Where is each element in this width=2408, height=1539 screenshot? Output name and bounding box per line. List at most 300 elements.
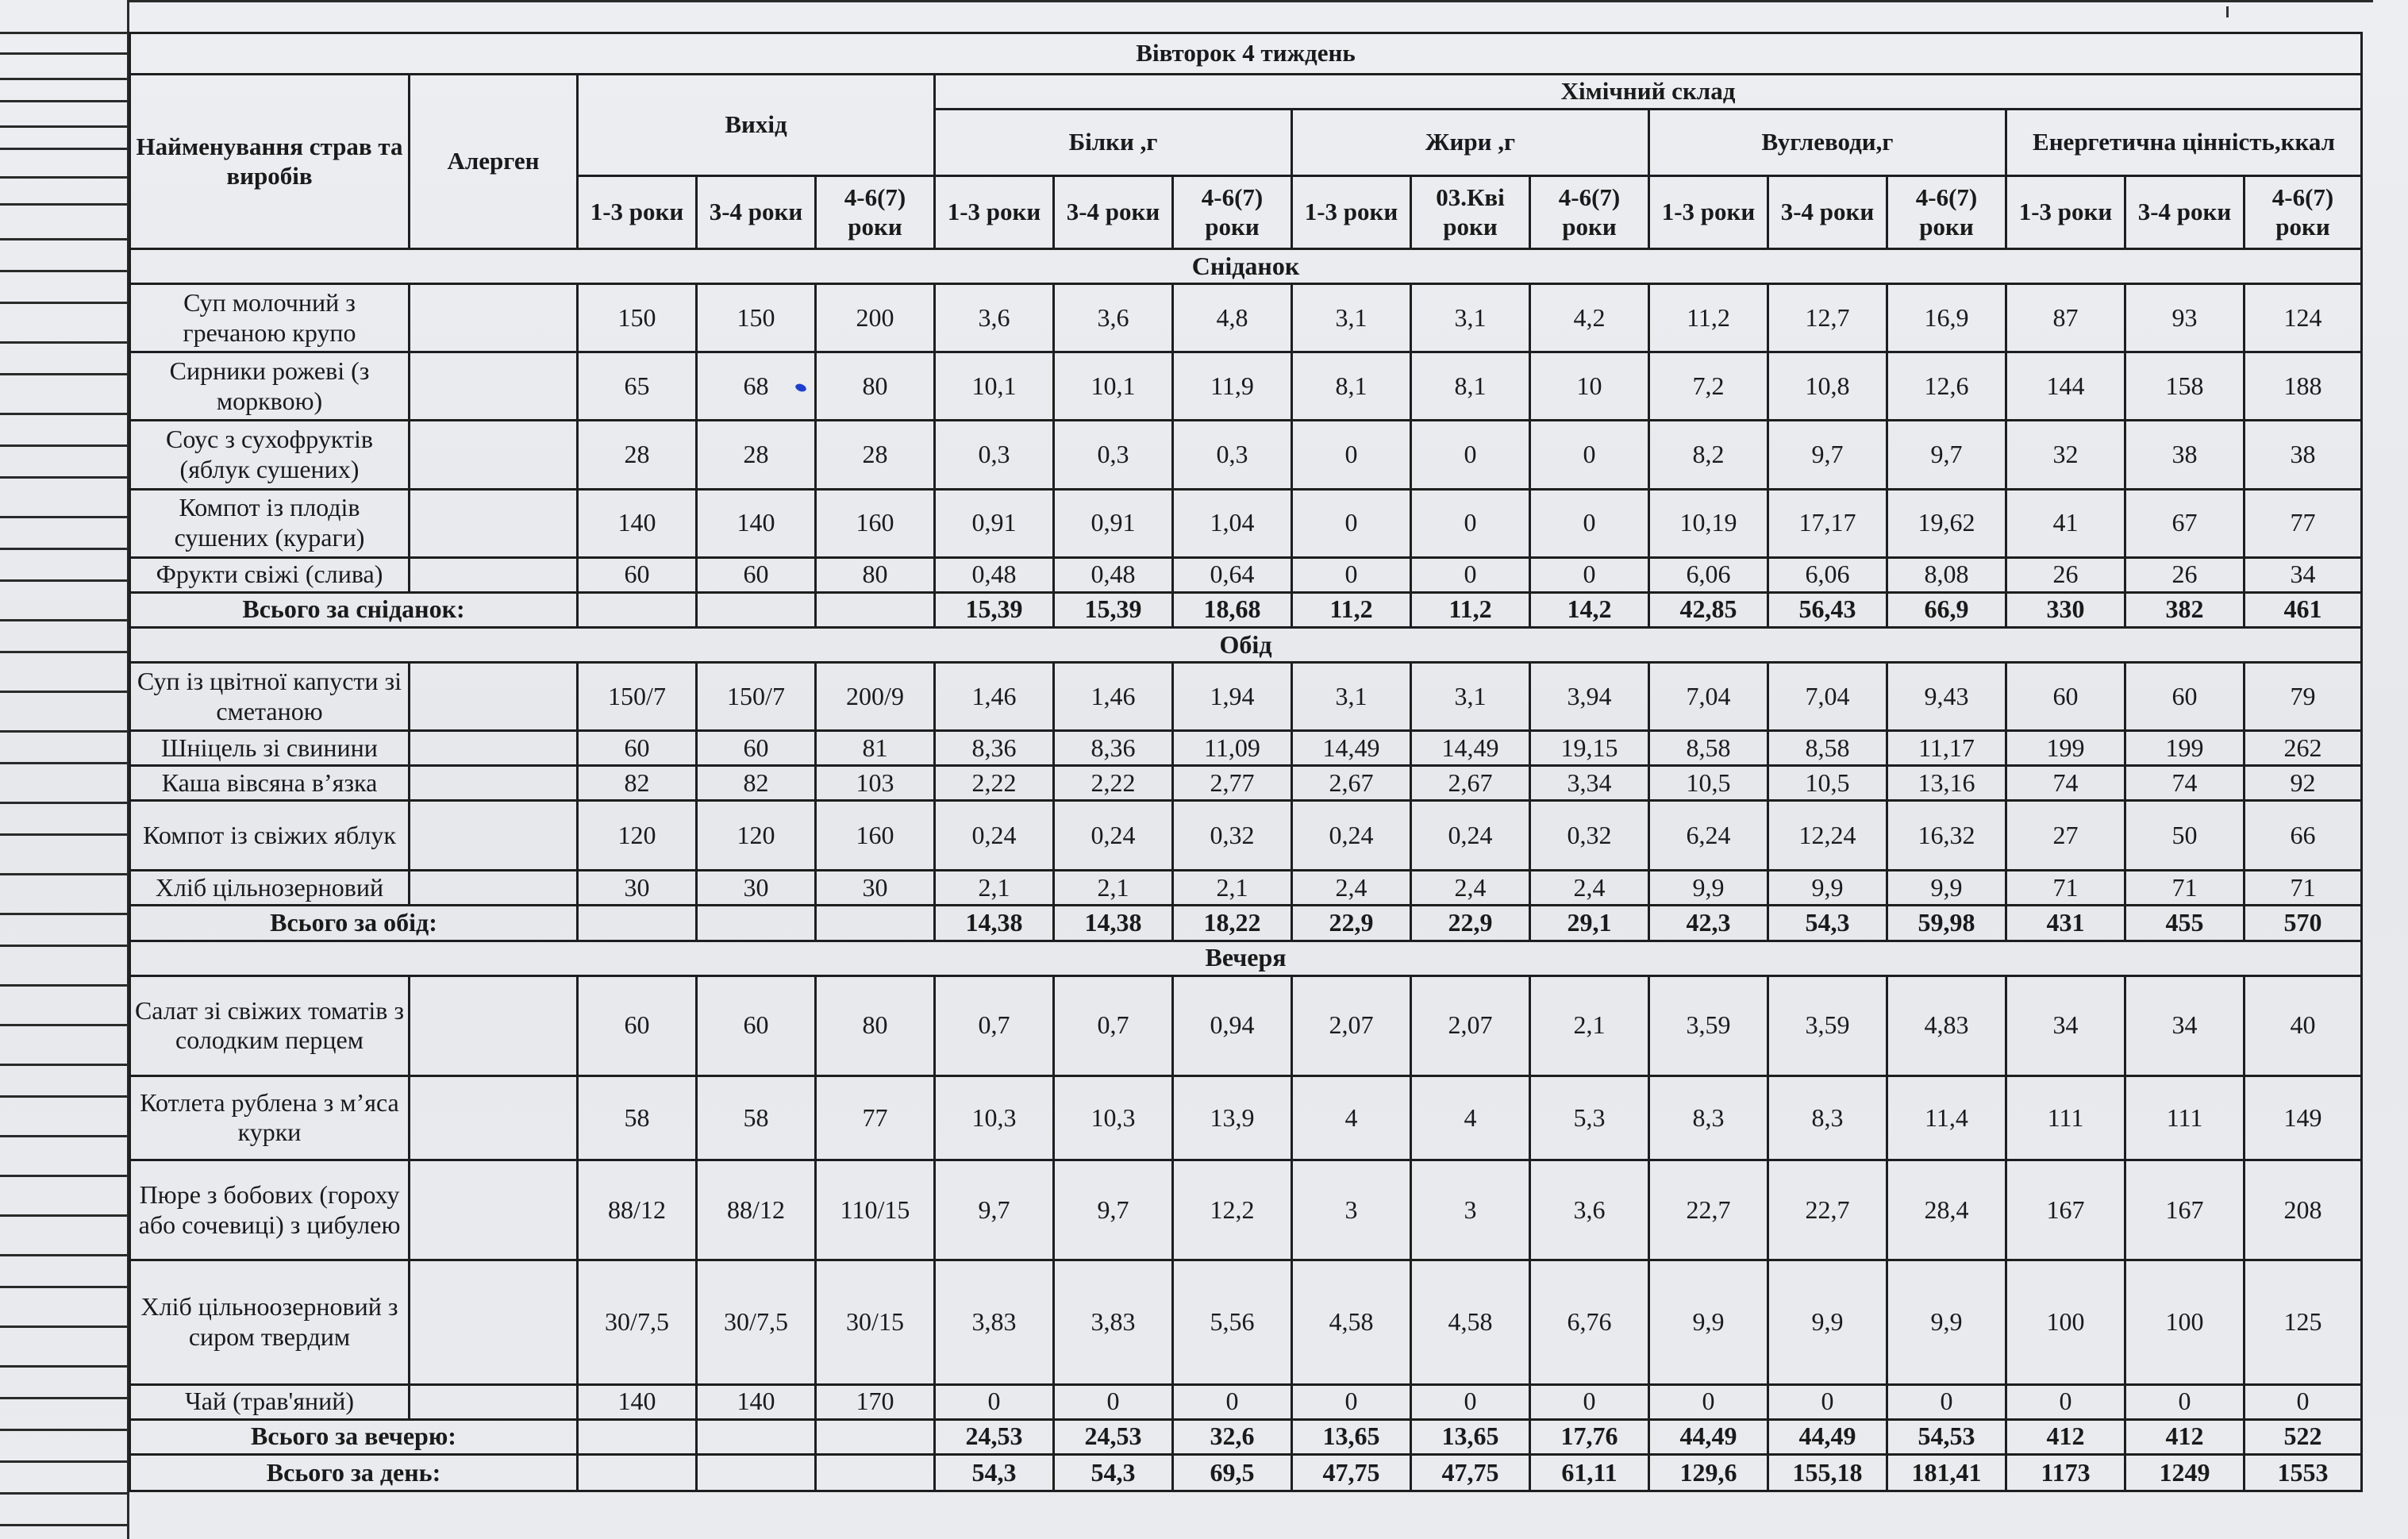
margin-rule bbox=[0, 238, 129, 240]
top-rule bbox=[127, 0, 2373, 2]
margin-rule bbox=[0, 945, 129, 947]
table-title: Вівторок 4 тиждень bbox=[130, 33, 2362, 75]
value-cell: 0 bbox=[1411, 489, 1530, 557]
value-cell: 8,58 bbox=[1649, 731, 1768, 766]
value-cell: 7,04 bbox=[1768, 662, 1887, 730]
total-value: 461 bbox=[2245, 592, 2362, 627]
value-cell: 9,9 bbox=[1768, 1260, 1887, 1384]
dish-allergen bbox=[410, 801, 578, 871]
value-cell: 30 bbox=[816, 871, 935, 906]
dish-name: Хліб цільноозерновий з сиром твердим bbox=[130, 1260, 410, 1384]
age-header: 1-3 роки bbox=[1292, 176, 1411, 249]
value-cell: 71 bbox=[2245, 871, 2362, 906]
margin-rule bbox=[0, 1175, 129, 1177]
value-cell: 2,67 bbox=[1292, 766, 1411, 801]
dish-allergen bbox=[410, 731, 578, 766]
value-cell: 10,19 bbox=[1649, 489, 1768, 557]
value-cell: 0 bbox=[1292, 557, 1411, 592]
dish-row bbox=[130, 1260, 2362, 1384]
value-cell: 4,58 bbox=[1292, 1260, 1411, 1384]
value-cell: 60 bbox=[578, 731, 697, 766]
value-cell: 110/15 bbox=[816, 1160, 935, 1260]
dish-row bbox=[130, 421, 2362, 489]
value-cell: 208 bbox=[2245, 1160, 2362, 1260]
section-title: Сніданок bbox=[130, 249, 2362, 284]
value-cell: 34 bbox=[2006, 975, 2125, 1075]
value-cell: 9,43 bbox=[1887, 662, 2006, 730]
margin-rule bbox=[0, 873, 129, 875]
value-cell: 167 bbox=[2006, 1160, 2125, 1260]
header-allergen: Алерген bbox=[410, 75, 578, 249]
header-row-1 bbox=[130, 75, 2362, 110]
margin-rule bbox=[0, 730, 129, 733]
dish-name: Пюре з бобових (гороху або сочевиці) з цибулею bbox=[130, 1160, 410, 1260]
value-cell: 3 bbox=[1411, 1160, 1530, 1260]
value-cell: 9,9 bbox=[1887, 871, 2006, 906]
value-cell: 11,17 bbox=[1887, 731, 2006, 766]
section-total-row bbox=[130, 592, 2362, 627]
margin-rule bbox=[0, 1492, 129, 1495]
dish-row bbox=[130, 975, 2362, 1075]
value-cell: 125 bbox=[2245, 1260, 2362, 1384]
value-cell: 0 bbox=[1173, 1384, 1292, 1419]
value-cell: 28 bbox=[816, 421, 935, 489]
margin-rule bbox=[0, 1429, 129, 1431]
value-cell: 1,04 bbox=[1173, 489, 1292, 557]
value-cell: 71 bbox=[2125, 871, 2245, 906]
value-cell: 3 bbox=[1292, 1160, 1411, 1260]
value-cell: 80 bbox=[816, 352, 935, 421]
dish-row bbox=[130, 731, 2362, 766]
value-cell: 120 bbox=[697, 801, 816, 871]
dish-name: Чай (трав'яний) bbox=[130, 1384, 410, 1419]
value-cell: 0 bbox=[1411, 1384, 1530, 1419]
margin-rule bbox=[0, 1095, 129, 1098]
value-cell: 2,22 bbox=[1054, 766, 1173, 801]
dish-row bbox=[130, 871, 2362, 906]
dish-row bbox=[130, 352, 2362, 421]
value-cell: 100 bbox=[2125, 1260, 2245, 1384]
value-cell: 80 bbox=[816, 557, 935, 592]
value-cell: 11,9 bbox=[1173, 352, 1292, 421]
value-cell: 88/12 bbox=[578, 1160, 697, 1260]
value-cell: 170 bbox=[816, 1384, 935, 1419]
value-cell: 0,24 bbox=[1292, 801, 1411, 871]
age-header: 03.Кві роки bbox=[1411, 176, 1530, 249]
value-cell: 2,1 bbox=[935, 871, 1054, 906]
total-value bbox=[578, 906, 697, 941]
value-cell: 1,94 bbox=[1173, 662, 1292, 730]
total-value bbox=[816, 592, 935, 627]
dish-row bbox=[130, 1160, 2362, 1260]
menu-body bbox=[130, 249, 2362, 1491]
total-value: 24,53 bbox=[1054, 1419, 1173, 1454]
total-label: Всього за обід: bbox=[130, 906, 578, 941]
margin-rule bbox=[0, 203, 129, 206]
value-cell: 30/7,5 bbox=[697, 1260, 816, 1384]
value-cell: 149 bbox=[2245, 1075, 2362, 1160]
value-cell: 8,3 bbox=[1649, 1075, 1768, 1160]
value-cell: 22,7 bbox=[1768, 1160, 1887, 1260]
value-cell: 0,24 bbox=[1054, 801, 1173, 871]
margin-rule bbox=[0, 1325, 129, 1328]
value-cell: 60 bbox=[2125, 662, 2245, 730]
title-row bbox=[130, 33, 2362, 75]
value-cell: 0 bbox=[1411, 557, 1530, 592]
age-header: 4-6(7) роки bbox=[2245, 176, 2362, 249]
value-cell: 0 bbox=[2125, 1384, 2245, 1419]
margin-rule bbox=[0, 476, 129, 479]
margin-rule bbox=[0, 1254, 129, 1256]
total-value: 330 bbox=[2006, 592, 2125, 627]
dish-row bbox=[130, 662, 2362, 730]
margin-rule bbox=[0, 78, 129, 80]
value-cell: 262 bbox=[2245, 731, 2362, 766]
total-value: 522 bbox=[2245, 1419, 2362, 1454]
day-total-value bbox=[578, 1454, 697, 1491]
value-cell: 3,1 bbox=[1411, 284, 1530, 352]
value-cell: 10,3 bbox=[935, 1075, 1054, 1160]
value-cell: 3,1 bbox=[1411, 662, 1530, 730]
value-cell: 4,8 bbox=[1173, 284, 1292, 352]
value-cell: 6,06 bbox=[1768, 557, 1887, 592]
value-cell: 0 bbox=[1530, 1384, 1649, 1419]
age-header: 4-6(7) роки bbox=[1173, 176, 1292, 249]
value-cell: 150 bbox=[697, 284, 816, 352]
value-cell: 9,9 bbox=[1649, 871, 1768, 906]
value-cell: 0,48 bbox=[935, 557, 1054, 592]
value-cell: 2,4 bbox=[1530, 871, 1649, 906]
value-cell: 71 bbox=[2006, 871, 2125, 906]
value-cell: 0,3 bbox=[1173, 421, 1292, 489]
total-value: 22,9 bbox=[1292, 906, 1411, 941]
section-total-row bbox=[130, 906, 2362, 941]
value-cell: 7,04 bbox=[1649, 662, 1768, 730]
age-header: 1-3 роки bbox=[1649, 176, 1768, 249]
age-header: 4-6(7) роки bbox=[1887, 176, 2006, 249]
value-cell: 3,1 bbox=[1292, 662, 1411, 730]
total-value: 15,39 bbox=[935, 592, 1054, 627]
value-cell: 150/7 bbox=[578, 662, 697, 730]
value-cell: 88/12 bbox=[697, 1160, 816, 1260]
value-cell: 68 bbox=[697, 352, 816, 421]
value-cell: 8,58 bbox=[1768, 731, 1887, 766]
margin-rule bbox=[0, 1214, 129, 1217]
value-cell: 30/15 bbox=[816, 1260, 935, 1384]
total-value: 15,39 bbox=[1054, 592, 1173, 627]
value-cell: 60 bbox=[697, 975, 816, 1075]
value-cell: 150 bbox=[578, 284, 697, 352]
margin-rule bbox=[0, 1064, 129, 1066]
day-total-value: 47,75 bbox=[1292, 1454, 1411, 1491]
value-cell: 9,7 bbox=[935, 1160, 1054, 1260]
value-cell: 2,22 bbox=[935, 766, 1054, 801]
value-cell: 188 bbox=[2245, 352, 2362, 421]
dish-row bbox=[130, 489, 2362, 557]
value-cell: 2,1 bbox=[1530, 975, 1649, 1075]
value-cell: 60 bbox=[2006, 662, 2125, 730]
value-cell: 200 bbox=[816, 284, 935, 352]
value-cell: 60 bbox=[697, 731, 816, 766]
value-cell: 65 bbox=[578, 352, 697, 421]
value-cell: 16,32 bbox=[1887, 801, 2006, 871]
margin-rule bbox=[0, 176, 129, 179]
value-cell: 93 bbox=[2125, 284, 2245, 352]
value-cell: 74 bbox=[2006, 766, 2125, 801]
value-cell: 26 bbox=[2006, 557, 2125, 592]
day-total-value: 1249 bbox=[2125, 1454, 2245, 1491]
total-value bbox=[697, 906, 816, 941]
value-cell: 120 bbox=[578, 801, 697, 871]
value-cell: 30 bbox=[578, 871, 697, 906]
dish-allergen bbox=[410, 871, 578, 906]
margin-rule bbox=[0, 1524, 129, 1526]
value-cell: 199 bbox=[2125, 731, 2245, 766]
value-cell: 160 bbox=[816, 801, 935, 871]
total-value: 11,2 bbox=[1292, 592, 1411, 627]
day-total-value: 181,41 bbox=[1887, 1454, 2006, 1491]
value-cell: 1,46 bbox=[935, 662, 1054, 730]
value-cell: 2,4 bbox=[1292, 871, 1411, 906]
value-cell: 92 bbox=[2245, 766, 2362, 801]
dish-allergen bbox=[410, 1384, 578, 1419]
value-cell: 8,1 bbox=[1411, 352, 1530, 421]
dish-allergen bbox=[410, 557, 578, 592]
value-cell: 0 bbox=[1887, 1384, 2006, 1419]
total-value bbox=[816, 906, 935, 941]
total-value: 29,1 bbox=[1530, 906, 1649, 941]
total-value: 13,65 bbox=[1292, 1419, 1411, 1454]
day-total-value: 69,5 bbox=[1173, 1454, 1292, 1491]
value-cell: 0,3 bbox=[1054, 421, 1173, 489]
value-cell: 5,56 bbox=[1173, 1260, 1292, 1384]
total-value: 382 bbox=[2125, 592, 2245, 627]
value-cell: 0,7 bbox=[935, 975, 1054, 1075]
margin-rule bbox=[0, 1024, 129, 1026]
dish-name: Компот із свіжих яблук bbox=[130, 801, 410, 871]
value-cell: 140 bbox=[578, 1384, 697, 1419]
total-value: 42,3 bbox=[1649, 906, 1768, 941]
value-cell: 8,36 bbox=[1054, 731, 1173, 766]
margin-rule bbox=[0, 1135, 129, 1137]
dish-name: Компот із плодів сушених (кураги) bbox=[130, 489, 410, 557]
dish-allergen bbox=[410, 975, 578, 1075]
dish-row bbox=[130, 284, 2362, 352]
value-cell: 19,15 bbox=[1530, 731, 1649, 766]
value-cell: 67 bbox=[2125, 489, 2245, 557]
header-chemical: Хімічний склад bbox=[935, 75, 2362, 110]
value-cell: 81 bbox=[816, 731, 935, 766]
dish-allergen bbox=[410, 662, 578, 730]
value-cell: 3,6 bbox=[1054, 284, 1173, 352]
age-header: 3-4 роки bbox=[2125, 176, 2245, 249]
margin-rule bbox=[0, 619, 129, 621]
total-value: 24,53 bbox=[935, 1419, 1054, 1454]
age-header: 3-4 роки bbox=[1054, 176, 1173, 249]
value-cell: 6,24 bbox=[1649, 801, 1768, 871]
value-cell: 0 bbox=[1768, 1384, 1887, 1419]
value-cell: 111 bbox=[2125, 1075, 2245, 1160]
day-total-value: 54,3 bbox=[1054, 1454, 1173, 1491]
section-title: Вечеря bbox=[130, 941, 2362, 975]
section-row bbox=[130, 249, 2362, 284]
total-value: 22,9 bbox=[1411, 906, 1530, 941]
value-cell: 80 bbox=[816, 975, 935, 1075]
total-value: 14,38 bbox=[1054, 906, 1173, 941]
dish-allergen bbox=[410, 352, 578, 421]
header-name: Найменування страв та виробів bbox=[130, 75, 410, 249]
value-cell: 34 bbox=[2125, 975, 2245, 1075]
value-cell: 66 bbox=[2245, 801, 2362, 871]
value-cell: 0,24 bbox=[935, 801, 1054, 871]
value-cell: 38 bbox=[2125, 421, 2245, 489]
value-cell: 9,7 bbox=[1768, 421, 1887, 489]
value-cell: 0,3 bbox=[935, 421, 1054, 489]
value-cell: 10,3 bbox=[1054, 1075, 1173, 1160]
value-cell: 12,24 bbox=[1768, 801, 1887, 871]
value-cell: 3,83 bbox=[1054, 1260, 1173, 1384]
value-cell: 3,59 bbox=[1768, 975, 1887, 1075]
value-cell: 10,5 bbox=[1649, 766, 1768, 801]
day-total-value: 47,75 bbox=[1411, 1454, 1530, 1491]
value-cell: 6,76 bbox=[1530, 1260, 1649, 1384]
section-row bbox=[130, 627, 2362, 662]
value-cell: 2,07 bbox=[1292, 975, 1411, 1075]
value-cell: 38 bbox=[2245, 421, 2362, 489]
total-value: 54,3 bbox=[1768, 906, 1887, 941]
value-cell: 3,6 bbox=[1530, 1160, 1649, 1260]
margin-rule bbox=[0, 302, 129, 304]
margin-rule bbox=[0, 148, 129, 150]
value-cell: 16,9 bbox=[1887, 284, 2006, 352]
day-total-value: 155,18 bbox=[1768, 1454, 1887, 1491]
value-cell: 0 bbox=[1054, 1384, 1173, 1419]
value-cell: 5,3 bbox=[1530, 1075, 1649, 1160]
value-cell: 140 bbox=[697, 489, 816, 557]
day-total-value bbox=[697, 1454, 816, 1491]
value-cell: 32 bbox=[2006, 421, 2125, 489]
value-cell: 8,08 bbox=[1887, 557, 2006, 592]
margin-rule bbox=[0, 516, 129, 518]
age-header: 1-3 роки bbox=[935, 176, 1054, 249]
value-cell: 30/7,5 bbox=[578, 1260, 697, 1384]
value-cell: 26 bbox=[2125, 557, 2245, 592]
value-cell: 12,6 bbox=[1887, 352, 2006, 421]
day-total-row bbox=[130, 1454, 2362, 1491]
value-cell: 0 bbox=[1649, 1384, 1768, 1419]
total-value: 18,22 bbox=[1173, 906, 1292, 941]
value-cell: 30 bbox=[697, 871, 816, 906]
value-cell: 4,83 bbox=[1887, 975, 2006, 1075]
value-cell: 0,64 bbox=[1173, 557, 1292, 592]
value-cell: 0 bbox=[2245, 1384, 2362, 1419]
age-header: 4-6(7) роки bbox=[816, 176, 935, 249]
margin-rule bbox=[0, 548, 129, 550]
total-label: Всього за вечерю: bbox=[130, 1419, 578, 1454]
value-cell: 0 bbox=[2006, 1384, 2125, 1419]
value-cell: 14,49 bbox=[1292, 731, 1411, 766]
value-cell: 0 bbox=[935, 1384, 1054, 1419]
stray-pen-mark bbox=[2226, 6, 2229, 17]
margin-rule bbox=[0, 373, 129, 375]
value-cell: 3,94 bbox=[1530, 662, 1649, 730]
total-value: 18,68 bbox=[1173, 592, 1292, 627]
value-cell: 8,36 bbox=[935, 731, 1054, 766]
value-cell: 10,1 bbox=[935, 352, 1054, 421]
margin-rule bbox=[0, 125, 129, 128]
value-cell: 60 bbox=[578, 557, 697, 592]
value-cell: 0,7 bbox=[1054, 975, 1173, 1075]
margin-rule bbox=[0, 579, 129, 582]
value-cell: 160 bbox=[816, 489, 935, 557]
value-cell: 140 bbox=[697, 1384, 816, 1419]
total-value: 56,43 bbox=[1768, 592, 1887, 627]
value-cell: 4 bbox=[1292, 1075, 1411, 1160]
total-value: 59,98 bbox=[1887, 906, 2006, 941]
total-value bbox=[578, 1419, 697, 1454]
header-energy: Енергетична цінність,ккал bbox=[2006, 110, 2362, 176]
value-cell: 0 bbox=[1411, 421, 1530, 489]
total-value: 11,2 bbox=[1411, 592, 1530, 627]
total-value: 54,53 bbox=[1887, 1419, 2006, 1454]
margin-rule bbox=[0, 52, 129, 55]
age-header: 3-4 роки bbox=[697, 176, 816, 249]
margin-rule bbox=[0, 984, 129, 987]
section-total-row bbox=[130, 1419, 2362, 1454]
margin-rule bbox=[0, 413, 129, 415]
dish-allergen bbox=[410, 1260, 578, 1384]
value-cell: 0 bbox=[1530, 421, 1649, 489]
value-cell: 200/9 bbox=[816, 662, 935, 730]
value-cell: 124 bbox=[2245, 284, 2362, 352]
value-cell: 79 bbox=[2245, 662, 2362, 730]
margin-rule bbox=[0, 691, 129, 693]
dish-name: Котлета рублена з м’яса курки bbox=[130, 1075, 410, 1160]
value-cell: 3,83 bbox=[935, 1260, 1054, 1384]
value-cell: 12,2 bbox=[1173, 1160, 1292, 1260]
value-cell: 28 bbox=[578, 421, 697, 489]
dish-name: Сирники рожеві (з морквою) bbox=[130, 352, 410, 421]
value-cell: 100 bbox=[2006, 1260, 2125, 1384]
value-cell: 6,06 bbox=[1649, 557, 1768, 592]
value-cell: 158 bbox=[2125, 352, 2245, 421]
value-cell: 60 bbox=[578, 975, 697, 1075]
value-cell: 2,4 bbox=[1411, 871, 1530, 906]
value-cell: 19,62 bbox=[1887, 489, 2006, 557]
value-cell: 60 bbox=[697, 557, 816, 592]
margin-rule bbox=[0, 100, 129, 102]
total-value: 32,6 bbox=[1173, 1419, 1292, 1454]
value-cell: 13,16 bbox=[1887, 766, 2006, 801]
dish-name: Суп із цвітної капусти зі сметаною bbox=[130, 662, 410, 730]
margin-rule bbox=[0, 913, 129, 915]
total-value: 412 bbox=[2125, 1419, 2245, 1454]
value-cell: 58 bbox=[578, 1075, 697, 1160]
dish-name: Соус з сухофруктів (яблук сушених) bbox=[130, 421, 410, 489]
total-value: 14,38 bbox=[935, 906, 1054, 941]
dish-name: Хліб цільнозерновий bbox=[130, 871, 410, 906]
value-cell: 0,91 bbox=[1054, 489, 1173, 557]
dish-row bbox=[130, 1384, 2362, 1419]
value-cell: 140 bbox=[578, 489, 697, 557]
dish-name: Шніцель зі свинини bbox=[130, 731, 410, 766]
value-cell: 17,17 bbox=[1768, 489, 1887, 557]
dish-allergen bbox=[410, 421, 578, 489]
value-cell: 2,07 bbox=[1411, 975, 1530, 1075]
value-cell: 9,7 bbox=[1054, 1160, 1173, 1260]
margin-rule bbox=[0, 651, 129, 653]
age-header: 4-6(7) роки bbox=[1530, 176, 1649, 249]
